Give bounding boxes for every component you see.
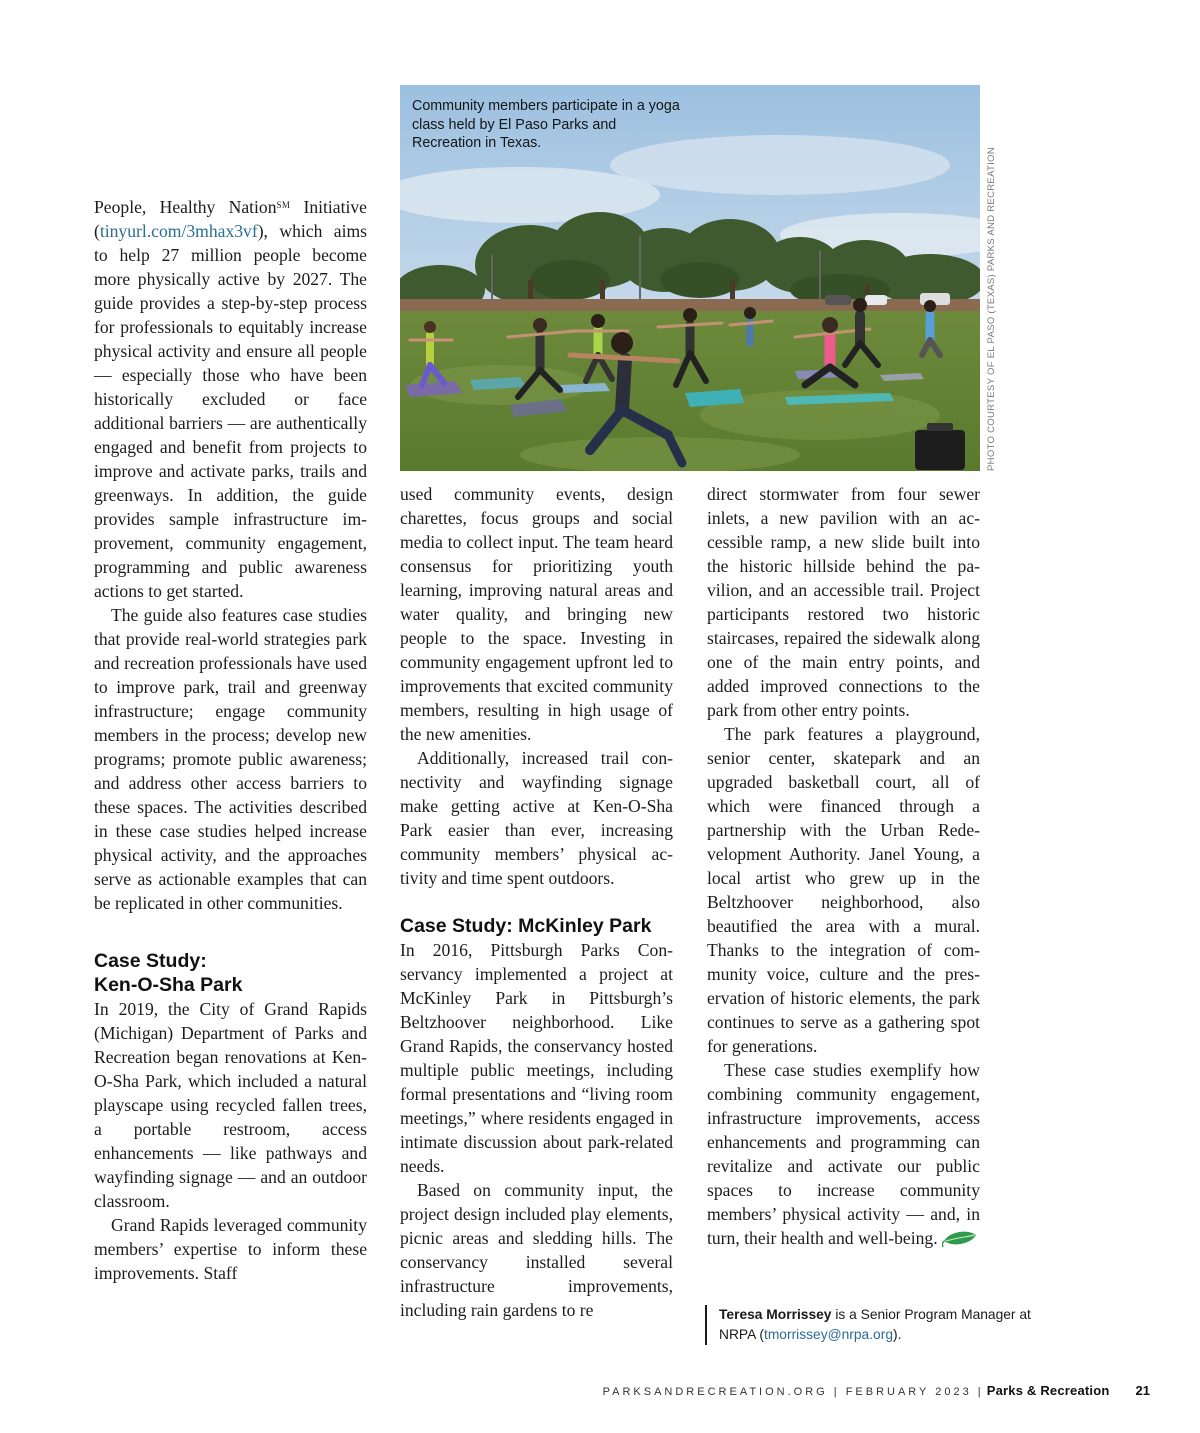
paragraph: Grand Rapids leveraged community members’ expertise to inform these improvements. Staff xyxy=(94,1215,367,1283)
paragraph: Additionally, increased trail connectivity and wayfinding signage make getting active at Ken-O-Sha Park easier than ever, increasing community members’ physical activity and time spent outdoors. xyxy=(400,748,673,888)
paragraph: These case studies exemplify how combining community engagement, infrastructure improvements, access enhancements and programming can revitalize and activate our public spaces to increase community members’ physical activity — and, in turn, their health and well-being. xyxy=(707,1060,980,1248)
section-heading-mckinley: Case Study: McKinley Park xyxy=(400,915,652,937)
column-2 xyxy=(400,482,673,1322)
paragraph: The park features a playground, senior center, skatepark and an upgraded basketball court, all of which were financed through a partnership with the Urban Redevelopment Authority. Janel Young, a local artist who grew up in the Beltzhoover neighborhood, also beautified the area with a mural. Thanks to the integration of community voice, culture and the preservation of historic elements, the park continues to serve as a gathering spot for generations. xyxy=(707,724,980,1056)
paragraph: The guide also features case studies that provide real-world strategies park and recreation professionals have used to improve park, trail and greenway infrastructure; engage community members in the process; develop new programs; promote public awareness; and address other access barriers to these spaces. The activities described in these case studies helped increase physical activity, and the approaches serve as actionable examples that can be replicated in other communities. xyxy=(94,605,367,913)
column-1 xyxy=(94,193,367,1285)
paragraph: In 2016, Pittsburgh Parks Conservancy implemented a project at McKinley Park in Pittsburgh’s Beltzhoover neighborhood. Like Grand Rapids, the conservancy hosted multiple public meetings, including formal presentations and “living room meetings,” where residents engaged in intimate discussion about park-related needs. xyxy=(400,940,673,1176)
page-footer xyxy=(560,1383,1150,1400)
leaf-icon xyxy=(942,1229,978,1249)
photo-credit: PHOTO COURTESY OF EL PASO (TEXAS) PARKS AND RECREATION xyxy=(986,147,997,471)
paragraph: People, Healthy Nation℠ Initiative (tinyurl.com/3mhax3vf), which aims to help 27 million people become more physically active by 2027. The guide provides a step-by-step process for professionals to equitably increase physical activity and ensure all people — especially those who have been historically excluded or face additional barriers — are authentically engaged and benefit from projects to improve and activate parks, trails and greenways. In addition, the guide provides sample infrastructure improvement, community engagement, programming and public awareness actions to get started. xyxy=(94,197,367,601)
photo xyxy=(400,85,980,471)
paragraph: used community events, design charettes, focus groups and social media to collect input. The team heard consensus for prioritizing youth learning, improving natural areas and water quality, and bringing new people to the space. Investing in community engagement upfront led to improvements that excited community members, resulting in high usage of the new amenities. xyxy=(400,484,673,744)
paragraph: Based on community input, the project design included play elements, picnic areas and sledding hills. The conservancy installed several infrastructure improvements, including rain gardens to re xyxy=(400,1180,673,1320)
photo-caption: Community members participate in a yoga class held by El Paso Parks and Recreation in Texas. xyxy=(412,98,680,151)
footer-meta: PARKSANDRECREATION.ORG | FEBRUARY 2023 | xyxy=(602,1386,984,1398)
column-3 xyxy=(707,482,980,1250)
page-number: 21 xyxy=(1135,1383,1150,1398)
service-mark: SM xyxy=(276,200,291,210)
author-bio: Teresa Morrissey is a Senior Program Manager at NRPA (tmorrissey@nrpa.org). xyxy=(705,1305,1039,1345)
tinyurl-link[interactable]: tinyurl.com/3mhax3vf xyxy=(99,221,258,241)
author-email-link[interactable]: tmorrissey@nrpa.org xyxy=(763,1327,894,1342)
paragraph: direct stormwater from four sewer inlets, a new pavilion with an accessible ramp, a new slide built into the historic hillside behind the pavilion, and an accessible trail. Project participants restored two historic staircases, repaired the sidewalk along one of the main entry points, and added improved connections to the park from other entry points. xyxy=(707,484,980,720)
section-heading-ken-o-sha: Case Study: Ken-O-Sha Park xyxy=(94,950,243,996)
author-name: Teresa Morrissey xyxy=(719,1307,832,1322)
magazine-name: Parks & Recreation xyxy=(986,1383,1110,1398)
paragraph: In 2019, the City of Grand Rapids (Michigan) Department of Parks and Recreation began renovations at Ken-O-Sha Park, which included a natural playscape using recycled fallen trees, a portable restroom, access enhancements — like pathways and wayfinding signage — and an outdoor classroom. xyxy=(94,999,367,1211)
